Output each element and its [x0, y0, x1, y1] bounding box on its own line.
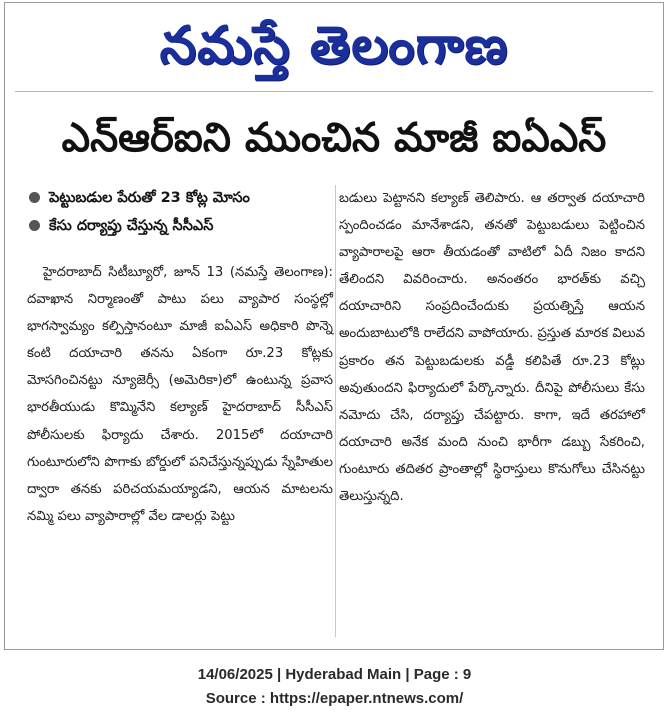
bullet-icon — [29, 192, 40, 203]
article-body-right: బడులు పెట్టానని కల్యాణ్ తెలిపారు. ఆ తర్వాత దయాచారి స్పందించడం మానేశాడని, తనతో పెట్టుబడులు పెట్టించిన వ్యాపారాలపై ఆరా తీయడంతో వాటిలో ఏదీ నిజం కాదని తేలిందని వివరించారు. అనంతరం భారత్‌కు వచ్చి దయాచారిని సంప్రదించేందుకు ప్రయత్నిస్తే ఆయన అందుబాటులోకి రాలేదని వాపోయారు. ప్రస్తుత మారక విలువ ప్రకారం తన పెట్టుబడులకు వడ్డీ కలిపితే రూ.23 కోట్లు అవుతుందని ఫిర్యాదులో పేర్కొన్నారు. దీనిపై పోలీసులు కేసు నమోదు చేసి, దర్యాప్తు చేపట్టారు. కాగా, ఇదే తరహాలో దయాచారి అనేక మంది నుంచి భారీగా డబ్బు సేకరించి, గుంటూరు తదితర ప్రాంతాల్లో స్థిరాస్తులు కొనుగోలు చేసినట్టు తెలుస్తున్నది. — [339, 191, 645, 505]
masthead-divider — [15, 91, 653, 92]
article-body-left: హైదరాబాద్ సిటీబ్యూరో, జూన్ 13 (నమస్తే తెలంగాణ): దవాఖాన నిర్మాణంతో పాటు పలు వ్యాపార సంస్థల్లో భాగస్వామ్యం కల్పిస్తానంటూ మాజీ ఐఏఎస్ అధికారి పొన్నె కంటి దయాచారి తనను ఏకంగా రూ.23 కోట్లకు మోసగించినట్టు న్యూజెర్సీ (అమెరికా)లో ఉంటున్న ప్రవాస భారతీయుడు కొమ్మినేని కల్యాణ్ హైదరాబాద్ సీసీఎస్ పోలీసులకు ఫిర్యాదు చేశారు. 2015లో దయాచారి గుంటూరులోని పొగాకు బోర్డులో పనిచేస్తున్నప్పుడు స్నేహితుల ద్వారా తనకు పరిచయమయ్యాడని, ఆయన మాటలను నమ్మి పలు వ్యాపారాల్లో వేల డాలర్లు పెట్టు — [27, 265, 333, 524]
news-clipping — [4, 2, 664, 650]
article-column-left — [27, 185, 333, 530]
subheadline-text: కేసు దర్యాప్తు చేస్తున్న సీసీఎస్ — [49, 218, 214, 234]
source-line: Source : https://epaper.ntnews.com/ — [205, 690, 464, 707]
subheadline-item — [27, 185, 333, 213]
subheadline-item — [27, 213, 333, 241]
column-divider — [335, 185, 336, 637]
article-headline: ఎన్ఆర్ఐని ముంచిన మాజీ ఐఏఎస్ — [61, 115, 607, 161]
edition-info: 14/06/2025 | Hyderabad Main | Page : 9 — [197, 666, 472, 683]
bullet-icon — [29, 220, 40, 231]
subheadline-list — [27, 185, 333, 241]
newspaper-masthead: నమస్తే తెలంగాణ — [159, 16, 509, 76]
subheadline-text: పెట్టుబడుల పేరుతో 23 కోట్ల మోసం — [49, 190, 250, 206]
article-column-right — [339, 185, 645, 510]
